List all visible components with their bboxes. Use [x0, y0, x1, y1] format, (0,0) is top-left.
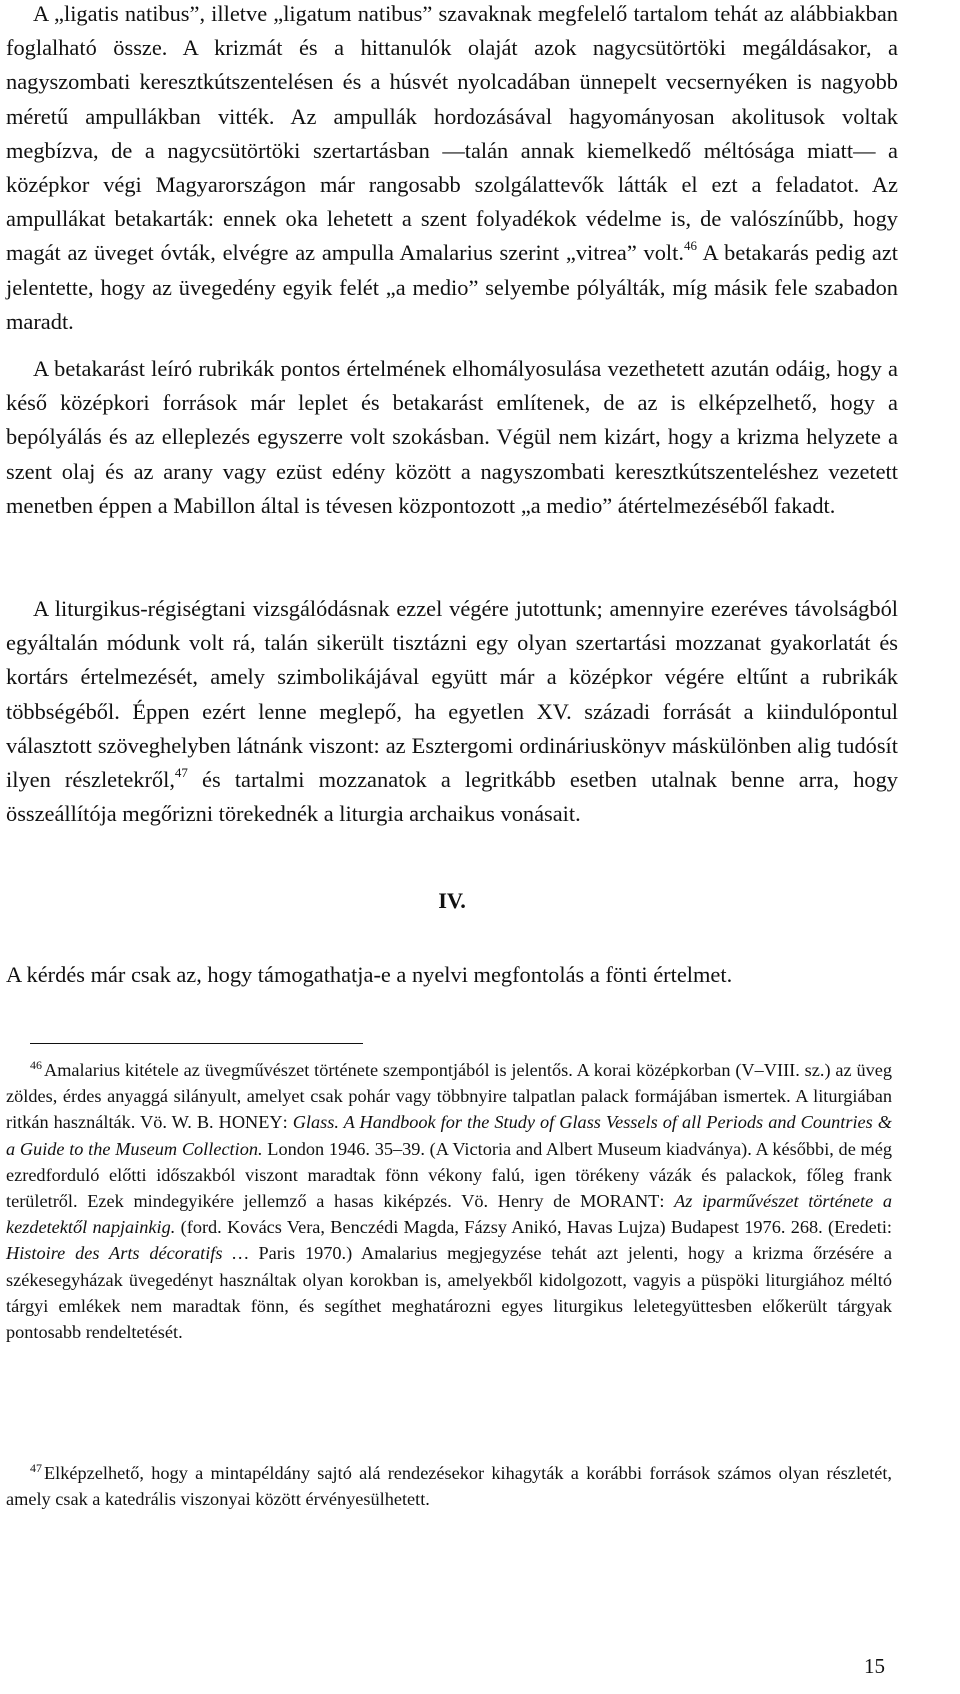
footnote-text: (ford. Kovács Vera, Benczédi Magda, Fázsy Anikó, Havas Lujza) Budapest 1976. 268. (Eredeti: — [175, 1217, 893, 1238]
paragraph-text: és tartalmi mozzanatok a legritkább esetben utalnak benne arra, hogy összeállítója megőrizni törekednék a liturgia archaikus vonásait. — [6, 767, 898, 827]
book-title: Az iparművészet története a kezdetektől napjainkig. — [6, 1191, 893, 1238]
footnote-text: London 1946. 35–39. (A Victoria and Albert Museum kiadványa). A későbbi, de még ezredforduló előtti időszakból viszont maradtak fönn vékony falú, igen törékeny vázák és palackok, főleg frank területről. Ezek mindegyikére jellemző a hasas kiképzés. Vö. Henry de — [6, 1138, 892, 1212]
footnote-47 — [6, 1460, 892, 1512]
footnote-reference-47[interactable]: 47 — [174, 764, 188, 780]
author-initial: H — [218, 1112, 232, 1133]
footnote-separator — [30, 1043, 363, 1044]
page-number: 15 — [864, 1654, 885, 1678]
body-paragraph-4: A kérdés már csak az, hogy támogathatja-e a nyelvi megfontolás a fönti értelmet. — [6, 962, 733, 987]
footnote-number: 47 — [30, 1460, 42, 1475]
footnote-reference-46[interactable]: 46 — [683, 237, 697, 253]
paragraph-text: A betakarás pedig azt jelentette, hogy az üvegedény egyik felét „a medio” selyembe pólyálták, míg másik fele szabadon maradt. — [6, 240, 898, 334]
footnote-text: : — [659, 1191, 675, 1212]
author-name — [580, 1191, 659, 1211]
author-initial: M — [580, 1191, 597, 1212]
paragraph-text: A betakarást leíró rubrikák pontos értelmének elhomályosulása vezethetett azután odáig, hogy a késő középkori források már leplet és betakarást említenek, de az is elképzelhető, hogy a bepólyálás és az elleplezés egyszerre volt szokásban. Végül nem kizárt, hogy a krizma helyzete a szent olaj és az arany vagy ezüst edény között a nagyszombati keresztkútszenteléshez vezetett menetben éppen a Mabillon által is tévesen központozott „a medio” átértelmezéséből fakadt. — [6, 356, 898, 518]
author-name — [219, 1112, 283, 1132]
author-surname: ORANT — [596, 1191, 660, 1212]
section-heading: IV. — [438, 888, 466, 913]
footnote-text: Amalarius kitétele az üvegművészet története szempontjából is jelentős. A korai középkorban (V–VIII. sz.) az üveg zöldes, érdes anyaggá silányult, amelyet csak pohár vagy többnyire talpatlan palack formájában ismertek. A liturgiában ritkán használták. Vö. W. B. — [6, 1060, 892, 1133]
body-paragraph-1 — [6, 0, 898, 339]
book-title: Glass. A Handbook for the Study of Glass Vessels of all Periods and Countries & a Guide to the Museum Collection. — [6, 1112, 892, 1159]
body-paragraph-2 — [6, 352, 898, 523]
book-title: Histoire des Arts décoratifs … — [6, 1243, 249, 1264]
paragraph-text: A „ligatis natibus”, illetve „ligatum natibus” szavaknak megfelelő tartalom tehát az alábbiakban foglalható össze. A krizmát és a hittanulók olaját azok nagycsütörtöki megáldásakor, a nagyszombati keresztkútszentelésen és a húsvét nyolcadában ünnepelt vecsernyéken is nagyobb méretű ampullákban vitték. Az ampullák hordozásával hagyományosan akolitusok voltak megbízva, de a nagycsütörtöki szertartásban —talán annak kiemelkedő méltósága miatt— a középkor végi Magyarországon már rangosabb szolgálattevők látták el ezt a feladatot. Az ampullákat betakarták: ennek oka lehetett a szent folyadékok védelme is, de valószínűbb, hogy magát az üveget óvták, elvégre az ampulla Amalarius szerint „vitrea” volt. — [6, 1, 898, 266]
author-surname: ONEY — [231, 1112, 283, 1133]
footnote-text: Elképzelhető, hogy a mintapéldány sajtó alá rendezésekor kihagyták a korábbi források számos olyan részletét, amely csak a katedrális viszonyai között érvényesülhetett. — [6, 1463, 892, 1510]
footnote-number: 46 — [30, 1057, 42, 1072]
footnote-46 — [6, 1057, 892, 1345]
body-paragraph-3 — [6, 592, 898, 831]
paragraph-text: A liturgikus-régiségtani vizsgálódásnak ezzel végére jutottunk; amennyire ezeréves távolságból egyáltalán módunk volt rá, talán sikerült tisztázni egy olyan szertartási mozzanat gyakorlatát és kortárs értelmezését, amely szimbolikájával együtt már a középkor végére eltűnt a rubrikák többségéből. Éppen ezért lenne meglepő, ha egyetlen XV. századi forrását a kiindulópontul választott szöveghelyben látnánk viszont: az Esztergomi ordináriuskönyv máskülönben alig tudósít ilyen részletekről, — [6, 596, 898, 793]
footnote-text: : — [282, 1112, 293, 1133]
footnote-text: Paris 1970.) Amalarius megjegyzése tehát azt jelenti, hogy a krizma őrzésére a székesegyházak üvegedényt használtak olyan korokban is, amelyekből kidolgozott, vagyis a püspöki liturgiához méltó tárgyi emlékek nem maradtak fönn, és segíthet meghatározni egyes liturgikus leletegyüttesben előkerült tárgyak pontosabb rendeltetését. — [6, 1243, 892, 1343]
